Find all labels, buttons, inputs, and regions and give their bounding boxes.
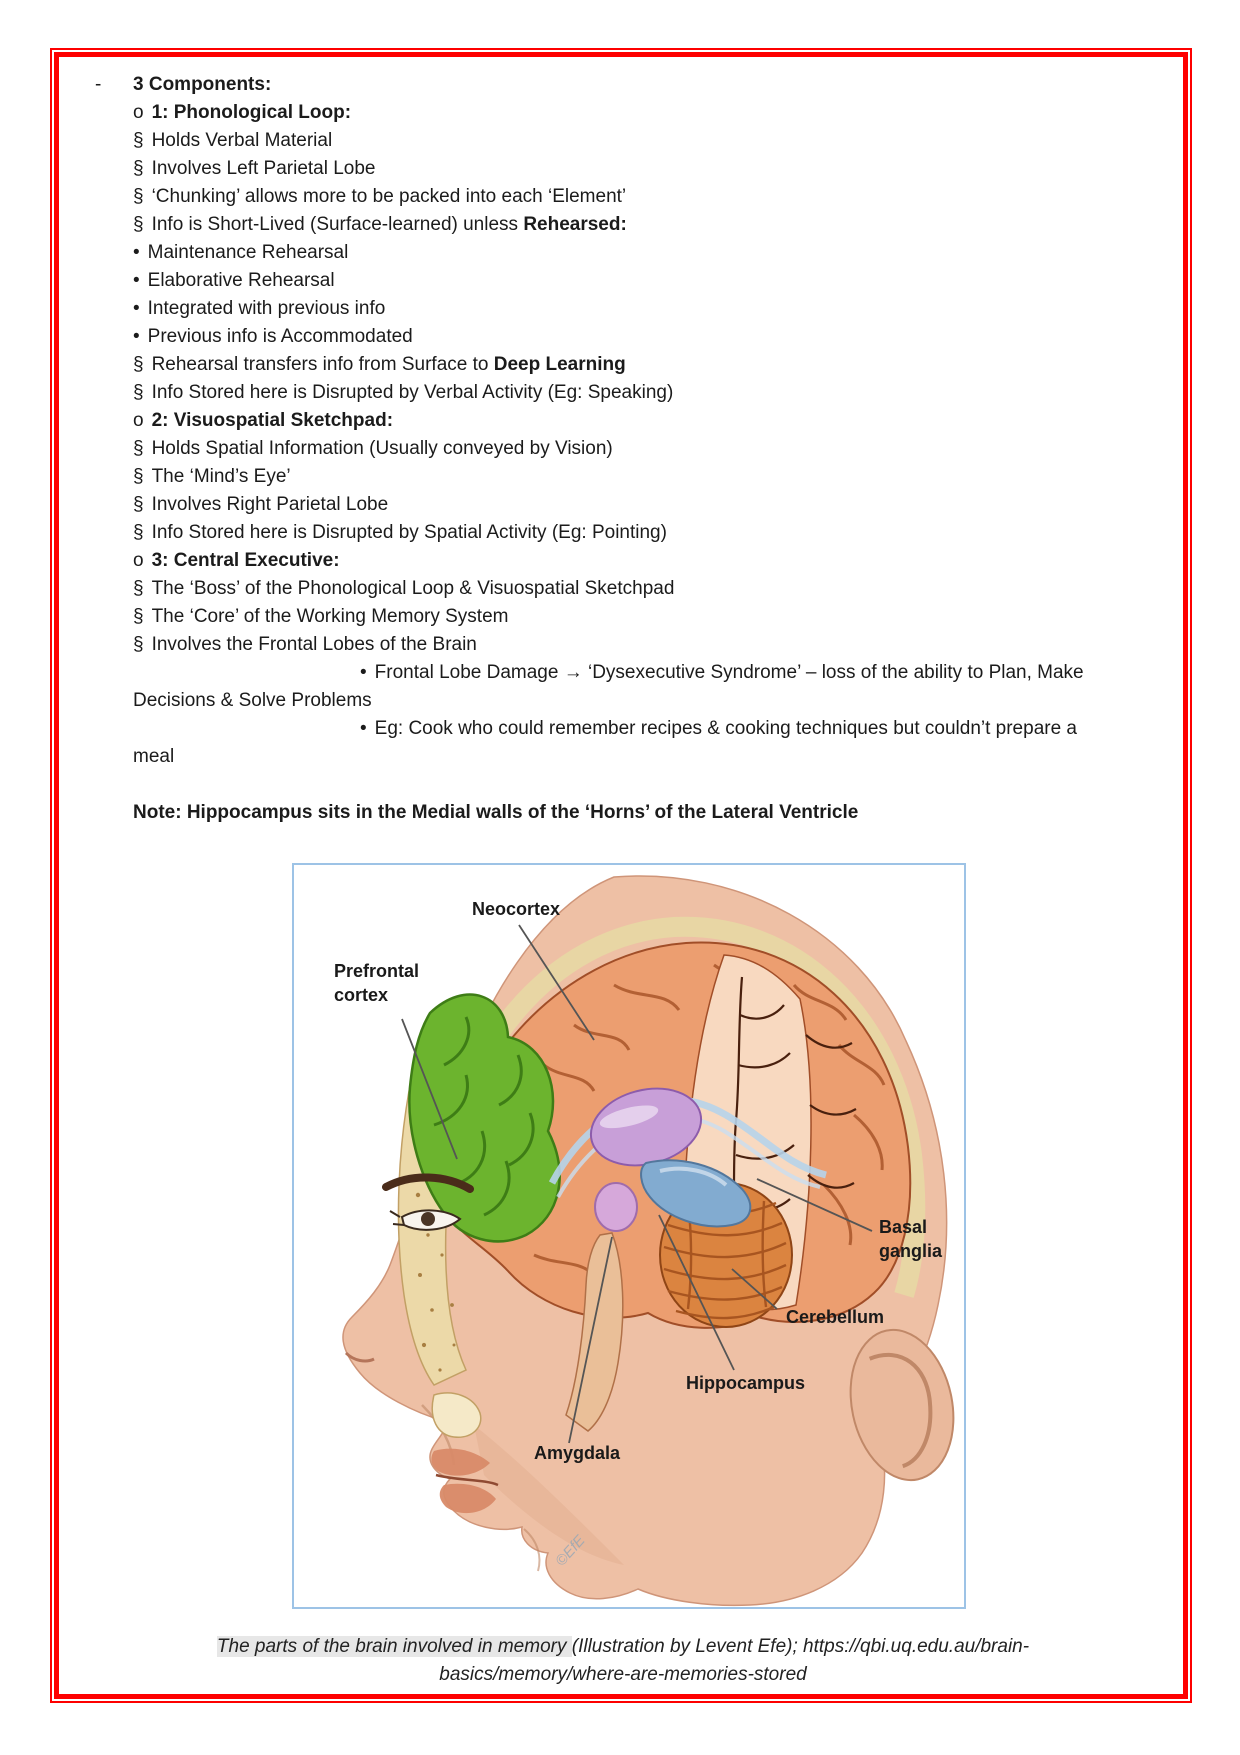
cerebellum-label: Cerebellum	[786, 1307, 885, 1327]
list-line	[133, 211, 1175, 239]
text-run: 1: Phonological Loop:	[151, 102, 352, 123]
text-run: Eg: Cook who could remember recipes & cooking techniques but couldn’t prepare a	[374, 718, 1077, 739]
text-run: Holds Spatial Information (Usually conveyed by Vision)	[151, 438, 613, 459]
list-line	[95, 71, 1175, 99]
text-run: Rehearsed:	[523, 214, 627, 235]
list-marker: §	[133, 130, 144, 151]
amygdala-label: Amygdala	[534, 1443, 621, 1463]
list-line	[133, 99, 1175, 127]
list-marker: §	[133, 438, 144, 459]
eye-iris	[421, 1212, 435, 1226]
list-line	[133, 239, 1175, 267]
text-run: The ‘Boss’ of the Phonological Loop & Visuospatial Sketchpad	[151, 578, 675, 599]
text-run: Integrated with previous info	[147, 298, 386, 319]
list-line	[133, 519, 1175, 547]
text-run: The ‘Mind’s Eye’	[151, 466, 291, 487]
list-line	[133, 295, 1175, 323]
bullet-list	[95, 71, 1175, 771]
text-run: ‘Chunking’ allows more to be packed into each ‘Element’	[151, 186, 627, 207]
page-border-inner	[54, 52, 1188, 1699]
text-run: Holds Verbal Material	[151, 130, 333, 151]
text-run: meal	[133, 746, 175, 767]
basal-ganglia-label-line1: Basal	[879, 1217, 928, 1237]
text-run: Elaborative Rehearsal	[147, 270, 335, 291]
text-run: 2: Visuospatial Sketchpad:	[151, 410, 394, 431]
text-run: Decisions & Solve Problems	[133, 690, 372, 711]
list-marker: §	[133, 214, 144, 235]
list-marker: §	[133, 382, 144, 403]
text-run: Involves the Frontal Lobes of the Brain	[151, 634, 477, 655]
text-run: The ‘Core’ of the Working Memory System	[151, 606, 509, 627]
hippocampus-label: Hippocampus	[686, 1373, 806, 1393]
text-run: Maintenance Rehearsal	[147, 242, 349, 263]
text-run: Involves Left Parietal Lobe	[151, 158, 376, 179]
list-line	[133, 715, 1175, 743]
list-line	[133, 603, 1175, 631]
text-run: 3: Central Executive:	[151, 550, 340, 571]
caption-rest-text: (Illustration by Levent Efe); https://qbi.uq.edu.au/brain-	[571, 1636, 1030, 1657]
text-run: Info is Short-Lived (Surface-learned) unless	[151, 214, 524, 235]
list-marker: §	[133, 606, 144, 627]
list-line	[133, 575, 1175, 603]
list-marker: §	[133, 354, 144, 375]
list-marker: -	[95, 74, 102, 95]
prefrontal-label-line2: cortex	[334, 985, 389, 1005]
list-line	[133, 407, 1175, 435]
list-line	[133, 435, 1175, 463]
list-marker: •	[133, 298, 140, 319]
list-line	[133, 687, 1175, 715]
note-line: Note: Hippocampus sits in the Medial walls of the ‘Horns’ of the Lateral Ventricle	[133, 802, 859, 823]
list-marker: §	[133, 522, 144, 543]
list-marker: •	[133, 270, 140, 291]
list-marker: §	[133, 634, 144, 655]
amygdala-shape	[595, 1183, 637, 1231]
list-marker: §	[133, 494, 144, 515]
list-marker: •	[360, 662, 367, 683]
list-marker: •	[133, 242, 140, 263]
list-marker: §	[133, 186, 144, 207]
list-line	[133, 463, 1175, 491]
text-run: Previous info is Accommodated	[147, 326, 413, 347]
neocortex-label: Neocortex	[472, 899, 561, 919]
list-line	[133, 631, 1175, 659]
list-line	[133, 323, 1175, 351]
list-marker: o	[133, 102, 144, 123]
caption-line2-text: basics/memory/where-are-memories-stored	[439, 1664, 807, 1685]
brain-figure	[292, 863, 966, 1609]
list-line	[133, 491, 1175, 519]
basal-ganglia-label-line2: ganglia	[879, 1241, 943, 1261]
list-line	[133, 659, 1175, 687]
list-marker: •	[360, 718, 367, 739]
text-run: Info Stored here is Disrupted by Verbal Activity (Eg: Speaking)	[151, 382, 674, 403]
page-border-outer	[50, 48, 1192, 1703]
list-line	[133, 183, 1175, 211]
artist-watermark: ©EfE	[552, 1532, 589, 1570]
brain-illustration-svg	[294, 865, 964, 1607]
list-line	[133, 267, 1175, 295]
list-marker: •	[133, 326, 140, 347]
list-line	[133, 155, 1175, 183]
list-marker: §	[133, 466, 144, 487]
text-run: Deep Learning	[493, 354, 626, 375]
list-line	[133, 351, 1175, 379]
list-line	[133, 379, 1175, 407]
page-content	[59, 57, 1183, 1689]
caption-highlighted-text: The parts of the brain involved in memory	[216, 1636, 572, 1657]
list-marker: §	[133, 578, 144, 599]
list-line	[133, 547, 1175, 575]
list-marker: §	[133, 158, 144, 179]
text-run: Involves Right Parietal Lobe	[151, 494, 389, 515]
text-run: Frontal Lobe Damage → ‘Dysexecutive Syndrome’ – loss of the ability to Plan, Make	[374, 662, 1084, 683]
figure-caption	[133, 1633, 1113, 1689]
text-run: Rehearsal transfers info from Surface to	[151, 354, 494, 375]
list-line	[133, 743, 1175, 771]
list-marker: o	[133, 410, 144, 431]
list-line	[133, 127, 1175, 155]
prefrontal-label-line1: Prefrontal	[334, 961, 420, 981]
text-run: 3 Components:	[133, 74, 272, 95]
text-run: Info Stored here is Disrupted by Spatial Activity (Eg: Pointing)	[151, 522, 667, 543]
list-marker: o	[133, 550, 144, 571]
